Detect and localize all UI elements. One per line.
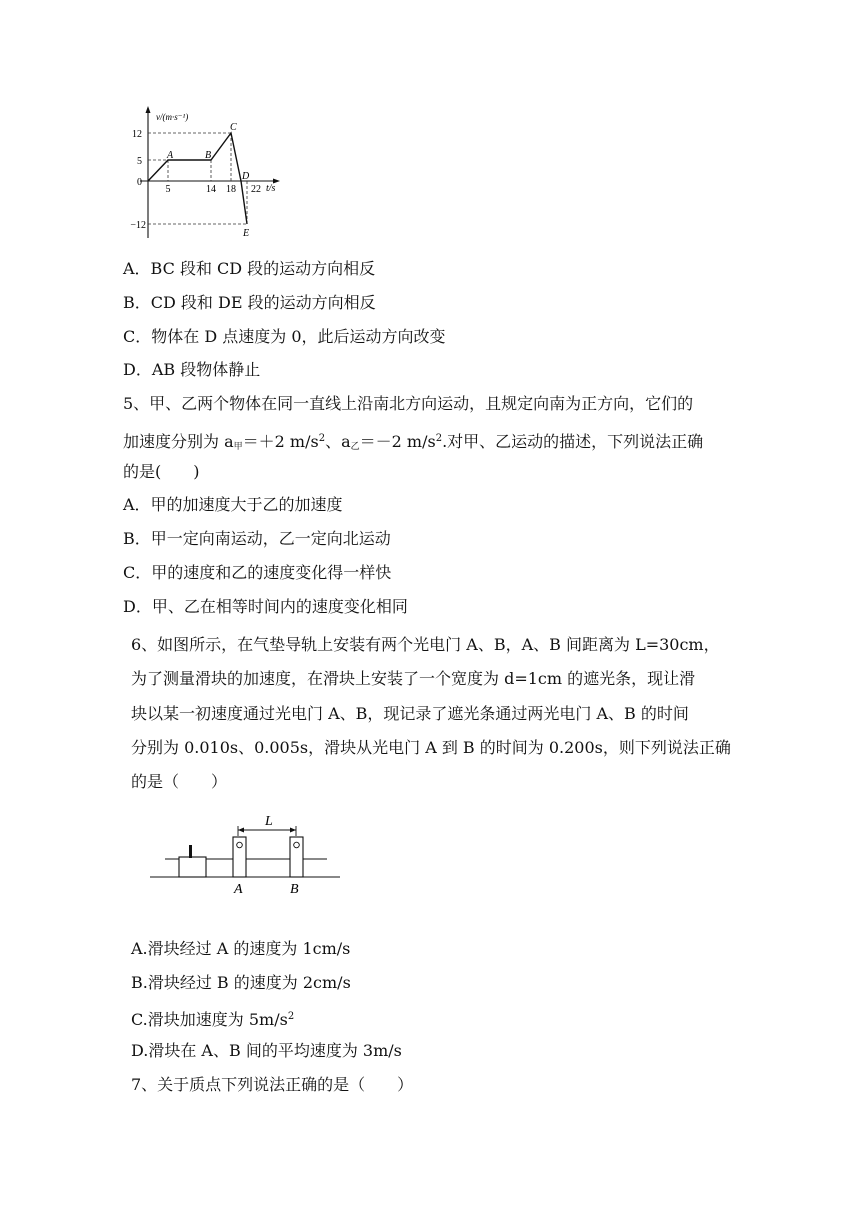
q5-sup-1: 2	[318, 433, 326, 444]
shading-strip	[189, 845, 192, 858]
photogate-a-sensor	[237, 842, 243, 848]
q5-a-yi-label: 、a	[325, 432, 351, 451]
q4-option-d: D．AB 段物体静止	[123, 360, 261, 379]
q6-option-c-text: C.滑块加速度为 5m/s	[131, 1010, 288, 1029]
point-e: E	[243, 228, 250, 239]
q4-option-b: B．CD 段和 DE 段的运动方向相反	[123, 293, 376, 312]
velocity-curve	[148, 133, 247, 224]
y-tick-12: 12	[132, 129, 142, 140]
q6-option-c-sup: 2	[287, 1011, 295, 1022]
point-a: A	[167, 150, 174, 161]
q4-option-a: A．BC 段和 CD 段的运动方向相反	[123, 259, 376, 278]
q5-sup-2: 2	[435, 433, 443, 444]
label-l: L	[265, 814, 273, 829]
q6-option-c	[131, 1006, 294, 1031]
q6-stem-line4: 分别为 0.010s、0.005s，滑块从光电门 A 到 B 的时间为 0.200s，则下列说法正确	[131, 738, 731, 757]
label-a: A	[234, 882, 243, 897]
x-tick-5: 5	[165, 184, 171, 195]
x-axis-label: t/s	[266, 183, 276, 194]
q6-stem-line3: 块以某一初速度通过光电门 A、B，现记录了遮光条通过两光电门 A、B 的时间	[131, 704, 689, 723]
label-b: B	[290, 882, 299, 897]
q7-stem: 7、关于质点下列说法正确的是（ ）	[131, 1075, 414, 1094]
q6-option-b: B.滑块经过 B 的速度为 2cm/s	[131, 973, 351, 992]
q4-option-c: C．物体在 D 点速度为 0，此后运动方向改变	[123, 327, 446, 346]
point-b: B	[205, 150, 212, 161]
q5-stem-line3: 的是( )	[123, 462, 200, 481]
q5-option-c: C．甲的速度和乙的速度变化得一样快	[123, 563, 392, 582]
air-track-figure	[0, 800, 860, 920]
q5-a-label: 加速度分别为 a	[123, 432, 234, 451]
q5-option-b: B．甲一定向南运动，乙一定向北运动	[123, 529, 391, 548]
x-tick-22: 22	[251, 184, 261, 195]
q6-stem-line5: 的是（ ）	[131, 772, 228, 791]
q6-option-d: D.滑块在 A、B 间的平均速度为 3m/s	[131, 1041, 402, 1060]
y-axis-label: v/(m·s⁻¹)	[156, 112, 189, 122]
dimension-arrow-left	[238, 828, 244, 833]
photogate-b-sensor	[294, 842, 300, 848]
dimension-arrow-right	[290, 828, 296, 833]
q5-a-yi-value: ＝－2 m/s	[359, 432, 436, 451]
point-c: C	[230, 122, 237, 133]
q5-stem-tail: .对甲、乙运动的描述，下列说法正确	[442, 432, 704, 451]
point-d: D	[242, 171, 250, 182]
y-tick-5: 5	[137, 156, 142, 167]
q5-stem-line2	[123, 428, 703, 458]
q6-option-a: A.滑块经过 A 的速度为 1cm/s	[131, 939, 351, 958]
y-axis-arrow	[146, 106, 151, 113]
q5-option-d: D．甲、乙在相等时间内的速度变化相同	[123, 597, 408, 616]
q5-sub-yi: 乙	[350, 442, 360, 452]
x-tick-18: 18	[226, 184, 236, 195]
q5-sub-jia: 甲	[233, 442, 243, 452]
slider-block	[179, 857, 206, 877]
velocity-time-graph	[0, 0, 860, 260]
q6-stem-line1: 6、如图所示，在气垫导轨上安装有两个光电门 A、B，A、B 间距离为 L=30cm，	[131, 635, 720, 654]
q5-stem-line1: 5、甲、乙两个物体在同一直线上沿南北方向运动，且规定向南为正方向，它们的	[123, 394, 694, 413]
y-tick-0: 0	[137, 177, 142, 188]
x-tick-14: 14	[206, 184, 216, 195]
q5-a-jia-value: ＝＋2 m/s	[242, 432, 319, 451]
y-tick-neg12: −12	[130, 220, 146, 231]
q6-stem-line2: 为了测量滑块的加速度，在滑块上安装了一个宽度为 d=1cm 的遮光条，现让滑	[131, 669, 696, 688]
q5-option-a: A．甲的加速度大于乙的加速度	[123, 495, 343, 514]
